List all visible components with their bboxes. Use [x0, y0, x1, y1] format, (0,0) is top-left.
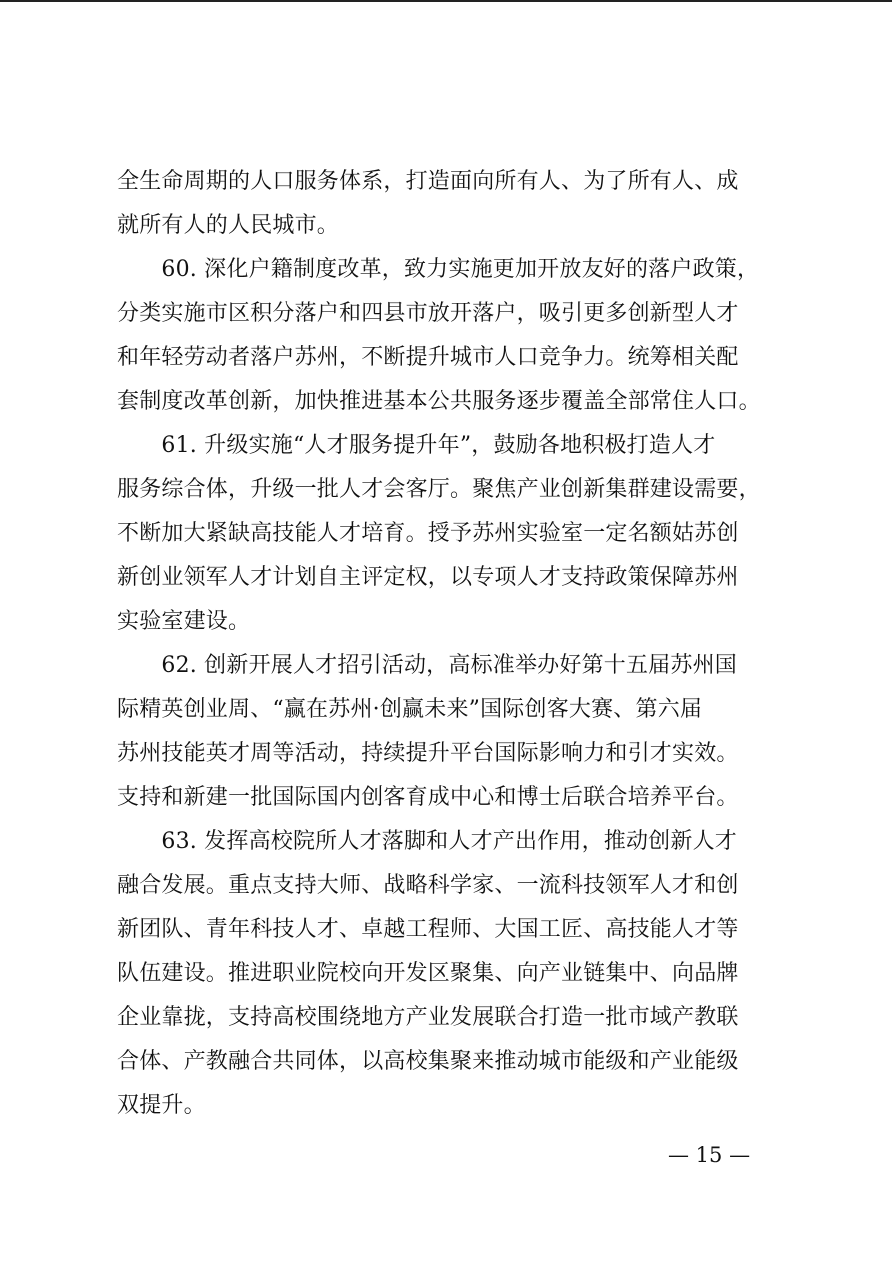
text-line: 套制度改革创新，加快推进基本公共服务逐步覆盖全部常住人口。 [117, 389, 761, 414]
text-line: 双提升。 [117, 1093, 206, 1118]
text-line: 服务综合体，升级一批人才会客厅。聚焦产业创新集群建设需要， [117, 477, 761, 502]
text-line: 63. 发挥高校院所人才落脚和人才产出作用，推动创新人才 [117, 829, 737, 854]
text-line: 60. 深化户籍制度改革，致力实施更加开放友好的落户政策， [117, 257, 760, 282]
document-body [117, 160, 779, 1128]
text-line: 不断加大紧缺高技能人才培育。授予苏州实验室一定名额姑苏创 [117, 521, 739, 546]
text-line: 支持和新建一批国际国内创客育成中心和博士后联合培养平台。 [117, 785, 739, 810]
text-line: 新创业领军人才计划自主评定权，以专项人才支持政策保障苏州 [117, 565, 739, 590]
text-line: 分类实施市区积分落户和四县市放开落户，吸引更多创新型人才 [117, 301, 739, 326]
text-line: 新团队、青年科技人才、卓越工程师、大国工匠、高技能人才等 [117, 917, 739, 942]
top-border-line [0, 0, 892, 2]
text-line: 和年轻劳动者落户苏州，不断提升城市人口竞争力。统筹相关配 [117, 345, 739, 370]
text-line: 融合发展。重点支持大师、战略科学家、一流科技领军人才和创 [117, 873, 739, 898]
text-line: 61. 升级实施“人才服务提升年”，鼓励各地积极打造人才 [117, 433, 716, 458]
text-line: 企业靠拢，支持高校围绕地方产业发展联合打造一批市域产教联 [117, 1005, 739, 1030]
text-line: 队伍建设。推进职业院校向开发区聚集、向产业链集中、向品牌 [117, 961, 739, 986]
text-line: 62. 创新开展人才招引活动，高标准举办好第十五届苏州国 [117, 653, 737, 678]
text-line: 全生命周期的人口服务体系，打造面向所有人、为了所有人、成 [117, 169, 739, 194]
text-line: 合体、产教融合共同体，以高校集聚来推动城市能级和产业能级 [117, 1049, 739, 1074]
text-line: 实验室建设。 [117, 609, 251, 634]
page-number: — 15 — [668, 1143, 751, 1167]
text-line: 就所有人的人民城市。 [117, 213, 340, 238]
text-line: 苏州技能英才周等活动，持续提升平台国际影响力和引才实效。 [117, 741, 739, 766]
text-line: 际精英创业周、“赢在苏州·创赢未来”国际创客大赛、第六届 [117, 697, 703, 722]
